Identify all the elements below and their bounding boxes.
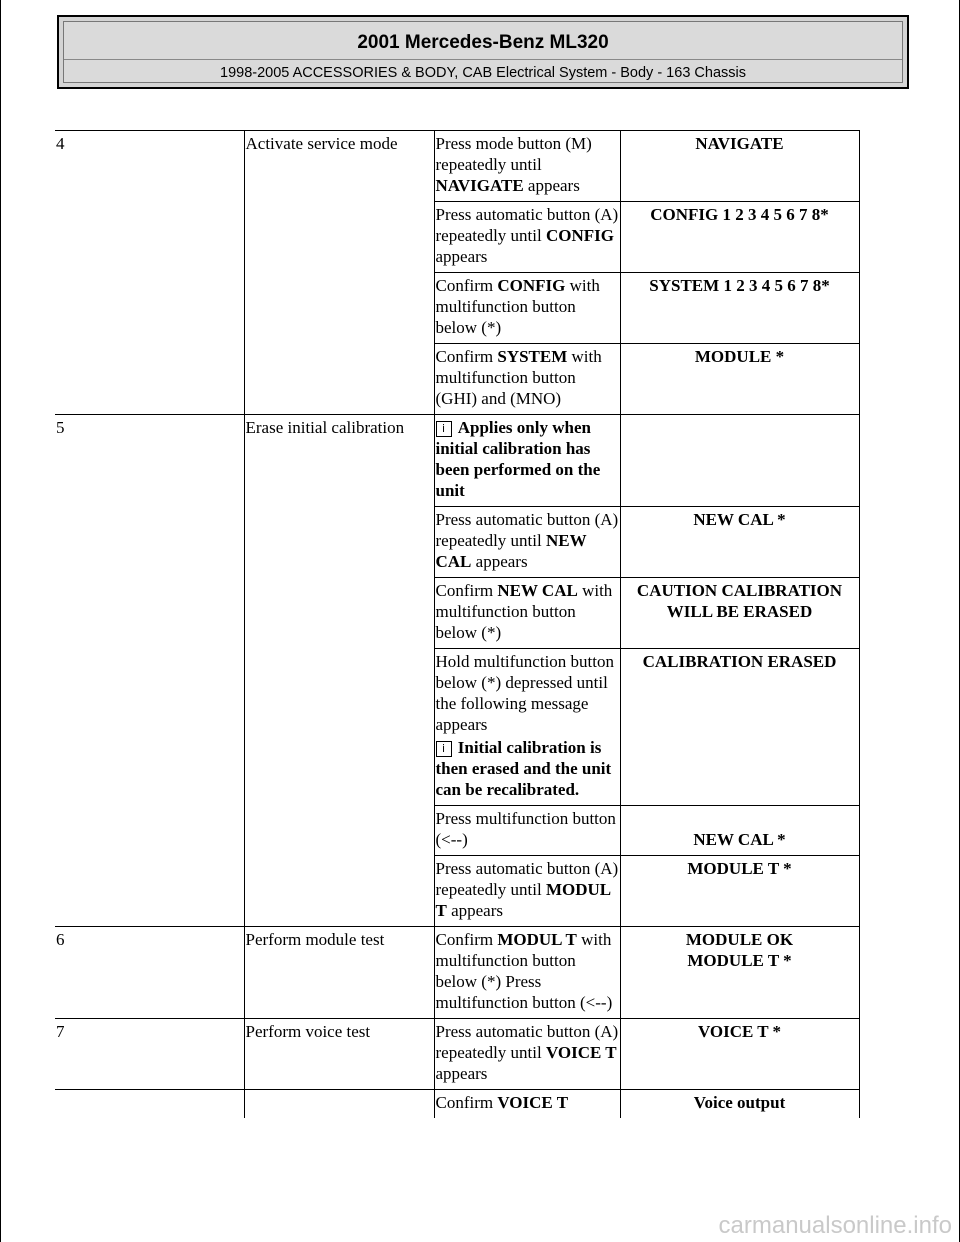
procedure-keyword: NEW CAL [435,531,587,571]
procedure-keyword: MODUL T [497,930,577,949]
header-divider [64,59,902,60]
procedure-text [434,1019,620,1090]
procedure-text-part: Press automatic button (A) repeatedly until [435,859,619,899]
procedure-keyword: NAVIGATE [435,176,524,195]
procedure-keyword: NEW CAL [497,581,578,600]
procedure-keyword: MODUL T [435,880,611,920]
procedure-note [436,737,619,800]
procedure-text: Press multifunction button (<--) [434,806,620,856]
procedure-text-part: Confirm [435,1093,498,1112]
procedure-text-part: with multifunction button below (*) [435,276,600,337]
procedure-text-part: Press automatic button (A) repeatedly until [435,510,619,550]
step-action: Activate service mode [244,131,434,415]
step-action-empty [244,1090,434,1119]
procedure-text-part: with multifunction button below (*) [435,581,613,642]
procedure-text-part: Hold multifunction button below (*) depressed until the following message appears [435,652,614,734]
procedure-text-part: Confirm [435,930,498,949]
table-row [55,415,859,507]
procedure-text-part: Press automatic button (A) repeatedly until [435,205,619,245]
procedure-text [434,927,620,1019]
procedure-text-part: appears [523,176,580,195]
procedure-table [55,130,860,1118]
info-icon: i [436,741,452,757]
step-action: Perform module test [244,927,434,1019]
display-message: CALIBRATION ERASED [620,649,859,806]
procedure-text-part: with multifunction button below (*) Press multifunction button (<--) [435,930,613,1012]
procedure-text-part: appears [435,247,488,266]
procedure-text-part: with multifunction button (GHI) and (MNO) [435,347,602,408]
display-message-text: NEW CAL * [693,830,786,849]
procedure-text [434,202,620,273]
table-row [55,131,859,202]
procedure-keyword: CONFIG [545,226,614,245]
table-row [55,1090,859,1119]
display-message-line: MODULE OK [685,930,794,949]
procedure-keyword: VOICE T [497,1093,569,1112]
table-row [55,927,859,1019]
display-message: MODULE * [620,344,859,415]
procedure-text-part: appears [435,1064,488,1083]
procedure-text-part: Press mode button (M) repeatedly until [435,134,592,174]
display-message-line: MODULE T * [687,951,792,970]
display-message [620,806,859,856]
procedure-note [434,415,620,507]
section-subtitle: 1998-2005 ACCESSORIES & BODY, CAB Electrical System - Body - 163 Chassis [220,65,746,81]
procedure-text [434,578,620,649]
procedure-keyword: CONFIG [497,276,566,295]
step-action: Erase initial calibration [244,415,434,927]
note-text: Initial calibration is then erased and the unit can be recalibrated. [435,738,612,799]
procedure-text [434,856,620,927]
display-message: NEW CAL * [620,507,859,578]
display-message: MODULE T * [620,856,859,927]
procedure-text [434,344,620,415]
header-panel [63,21,903,83]
display-message: NAVIGATE [620,131,859,202]
display-message: VOICE T * [620,1019,859,1090]
display-message: CAUTION CALIBRATION WILL BE ERASED [620,578,859,649]
note-text: Applies only when initial calibration has been performed on the unit [435,418,601,500]
procedure-text-part: appears [471,552,528,571]
procedure-text-part: appears [446,901,504,920]
document-header [57,15,909,89]
table-row [55,1019,859,1090]
vehicle-title: 2001 Mercedes-Benz ML320 [357,32,609,53]
step-action: Perform voice test [244,1019,434,1090]
procedure-text-part: Press automatic button (A) repeatedly until [435,1022,619,1062]
procedure-text [434,507,620,578]
step-number: 4 [55,131,244,415]
step-number-empty [55,1090,244,1119]
procedure-text [434,131,620,202]
procedure-text-part: Confirm [435,581,498,600]
display-message: SYSTEM 1 2 3 4 5 6 7 8* [620,273,859,344]
display-message: Voice output [620,1090,859,1119]
display-message: CONFIG 1 2 3 4 5 6 7 8* [620,202,859,273]
procedure-keyword: SYSTEM [497,347,568,366]
step-number: 5 [55,415,244,927]
procedure-text [434,649,620,806]
info-icon: i [436,421,452,437]
site-watermark: carmanualsonline.info [718,1212,952,1239]
display-message-empty [620,415,859,507]
procedure-text [434,1090,620,1119]
step-number: 6 [55,927,244,1019]
procedure-keyword: VOICE T [545,1043,617,1062]
step-number: 7 [55,1019,244,1090]
procedure-text [434,273,620,344]
display-message [620,927,859,1019]
procedure-text-part: Confirm [435,276,498,295]
procedure-text-part: Confirm [435,347,498,366]
